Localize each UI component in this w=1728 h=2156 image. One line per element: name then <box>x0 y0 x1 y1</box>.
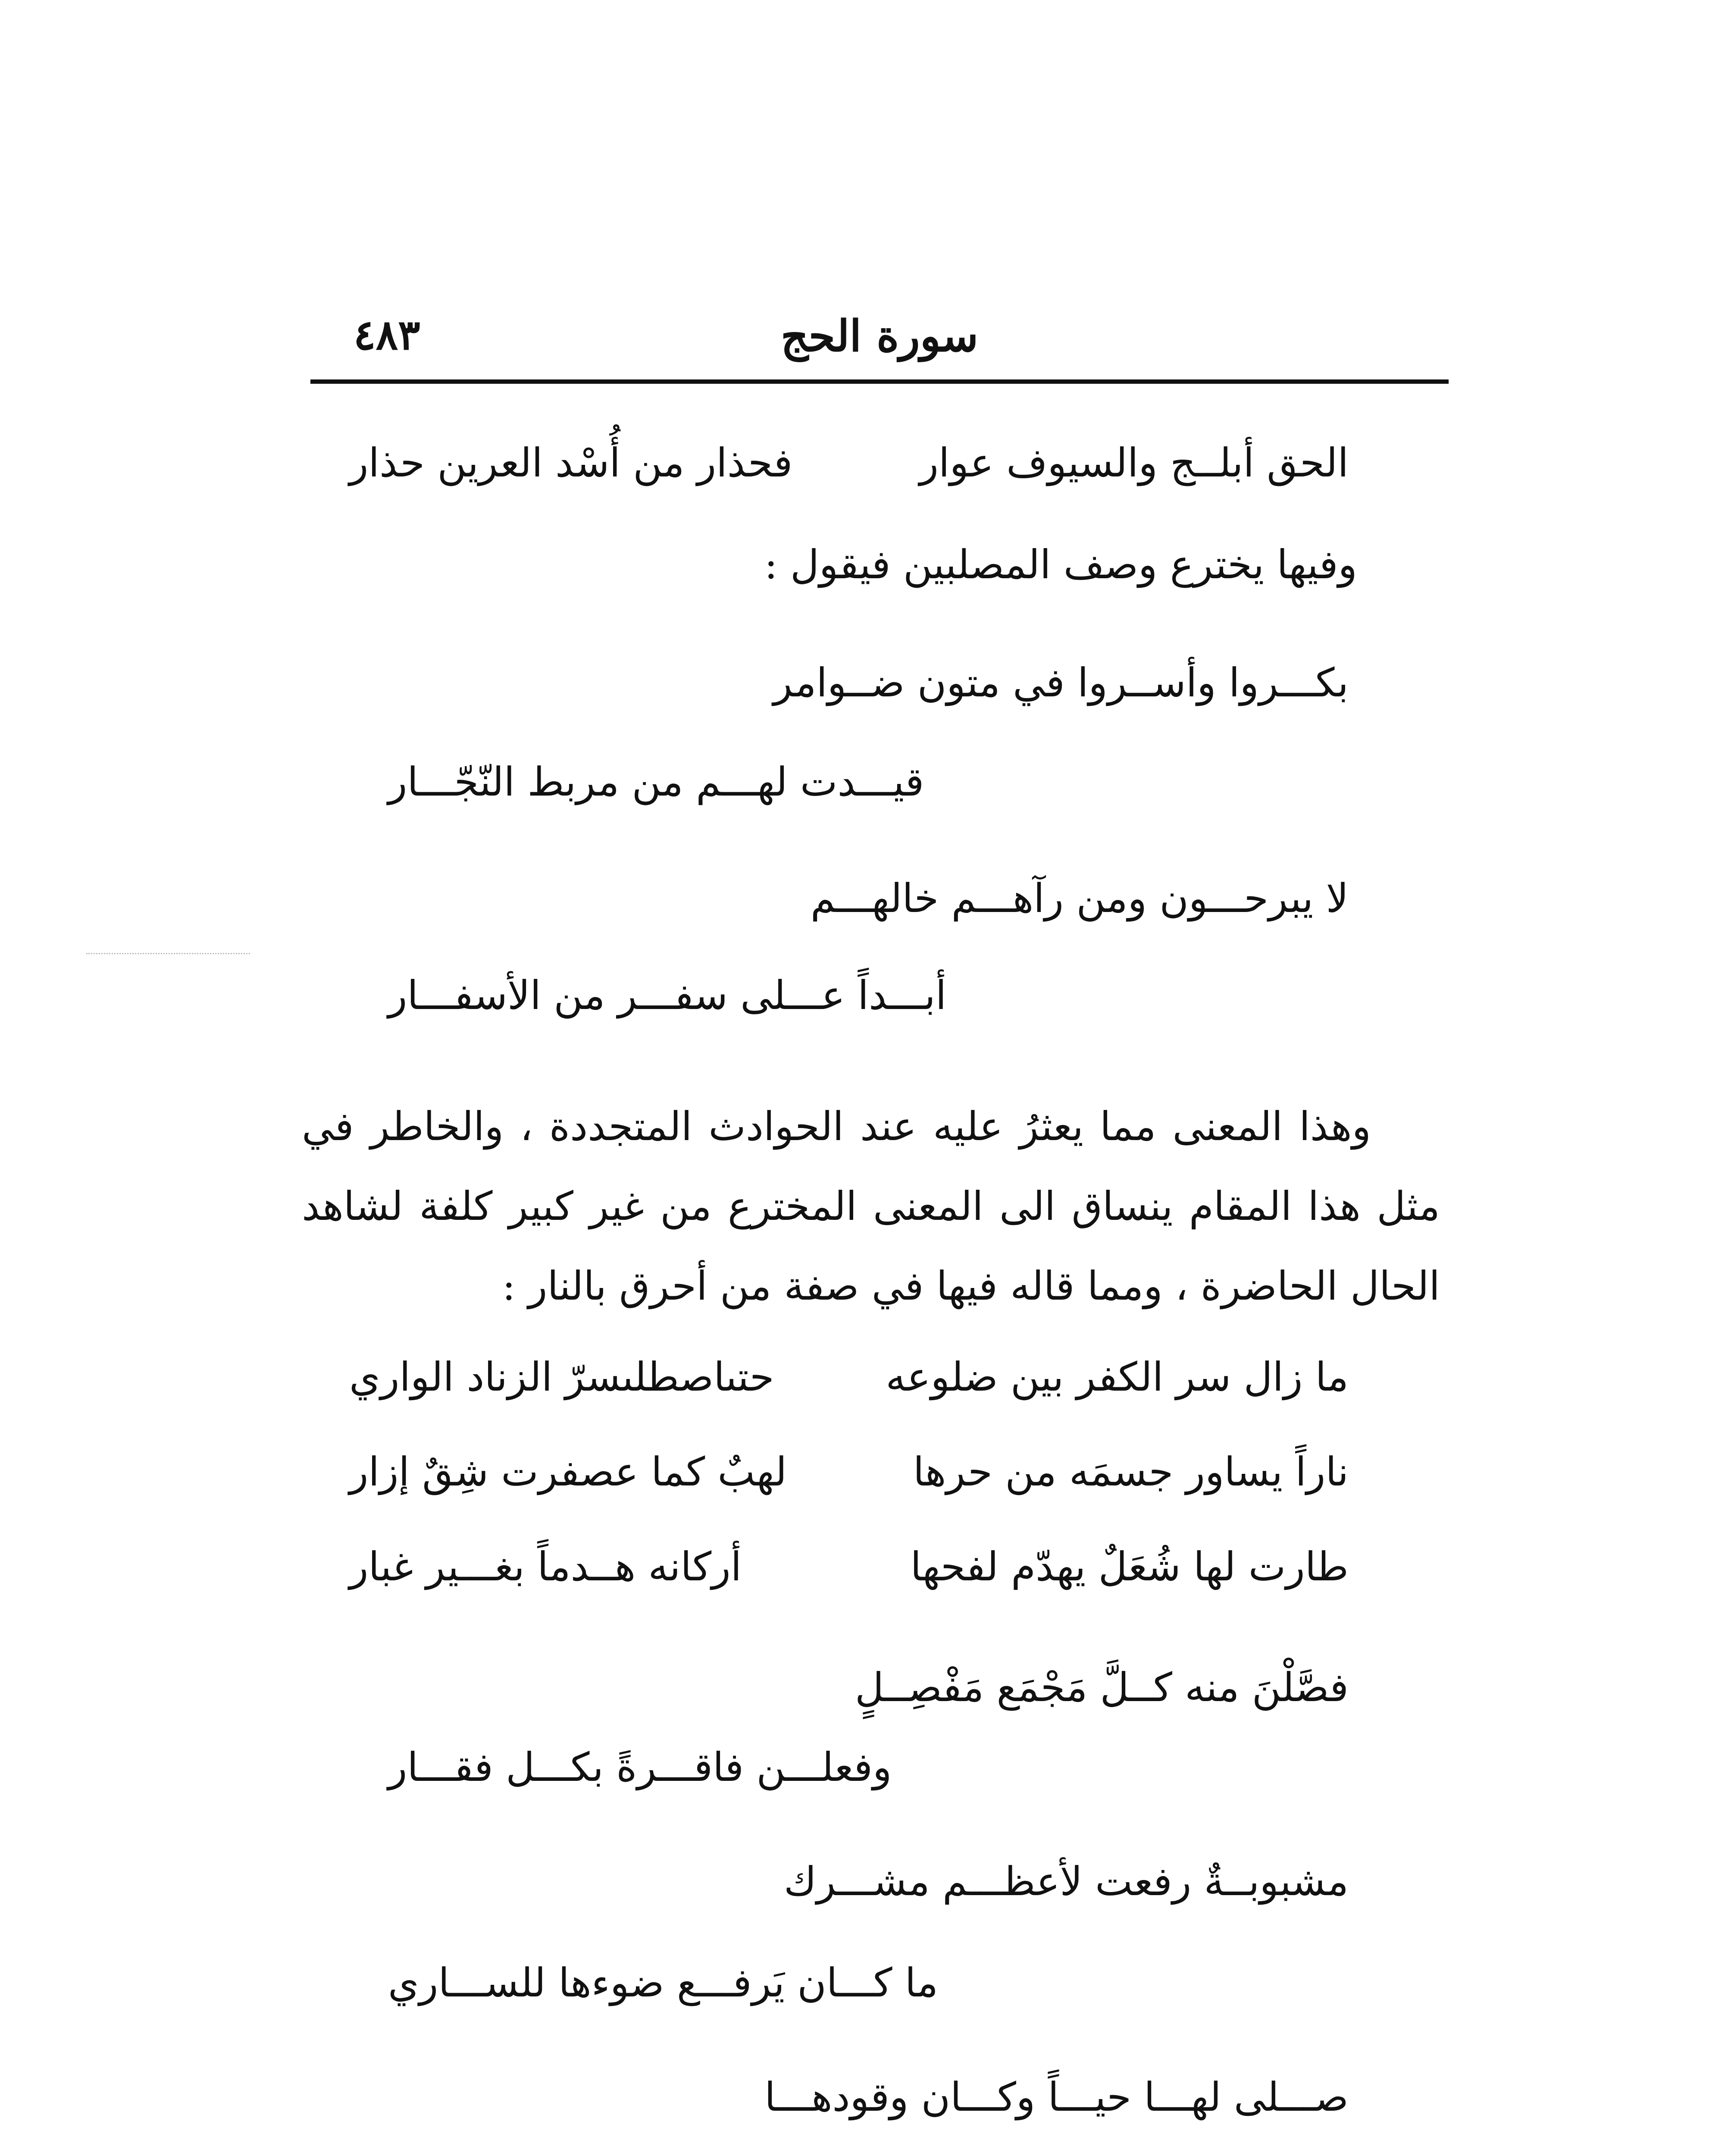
verse-second-half: قيـــدت لهـــم من مربط النّجّـــار <box>388 759 924 805</box>
verse-hemistich-first: طارت لها شُعَلٌ يهدّم لفحها <box>910 1544 1349 1590</box>
page-number: ٤٨٣ <box>354 310 420 359</box>
verse-second-half: ما كـــان يَرفـــع ضوءها للســـاري <box>388 1960 939 2006</box>
prose-paragraph: وهذا المعنى مما يعثرُ عليه عند الحوادث المتجددة ، والخاطر في مثل هذا المقام ينساق الى المعنى المخترع من غير كبير كلفة لشاهد الحال الحاضرة ، ومما قاله فيها في صفة من أحرق بالنار : <box>302 1103 1440 1309</box>
verse-hemistich-second: أركانه هــدماً بغـــير غبار <box>349 1544 742 1590</box>
running-title: سورة الحج <box>780 310 979 361</box>
verse-hemistich-first: ناراً يساور جسمَه من حرها <box>913 1449 1349 1495</box>
scan-mark <box>86 953 250 954</box>
page-header <box>310 293 1449 379</box>
verse-hemistich-second: لهبٌ كما عصفرت شِقٌ إزار <box>349 1449 787 1495</box>
verse-first-half: فصَّلْنَ منه كــلَّ مَجْمَع مَفْصِــلٍ <box>855 1664 1349 1711</box>
verse-hemistich-second: حتىاصطلىسرّ الزناد الواري <box>349 1354 774 1400</box>
verse-second-half: وفعلـــن فاقـــرةً بكـــل فقـــار <box>388 1744 892 1790</box>
verse-first-half: لا يبرحـــون ومن رآهـــم خالهـــم <box>810 875 1349 921</box>
verse-first-half: صـــلى لهـــا حيـــاً وكـــان وقودهـــا <box>764 2074 1349 2120</box>
verse-hemistich-first: ما زال سر الكفر بين ضلوعه <box>886 1354 1349 1400</box>
verse-hemistich-second: فحذار من أُسْد العرين حذار <box>349 440 793 486</box>
verse-first-half: مشبوبــةٌ رفعت لأعظـــم مشـــرك <box>783 1858 1349 1905</box>
verse-hemistich-first: الحق أبلــج والسيوف عوار <box>919 440 1349 486</box>
intro-line: وفيها يخترع وصف المصلبين فيقول : <box>764 542 1357 588</box>
verse-first-half: بكـــروا وأســروا في متون ضــوامر <box>773 660 1349 706</box>
verse-second-half: أبـــداً عـــلى سفـــر من الأسفـــار <box>388 972 947 1018</box>
header-rule <box>310 379 1449 384</box>
